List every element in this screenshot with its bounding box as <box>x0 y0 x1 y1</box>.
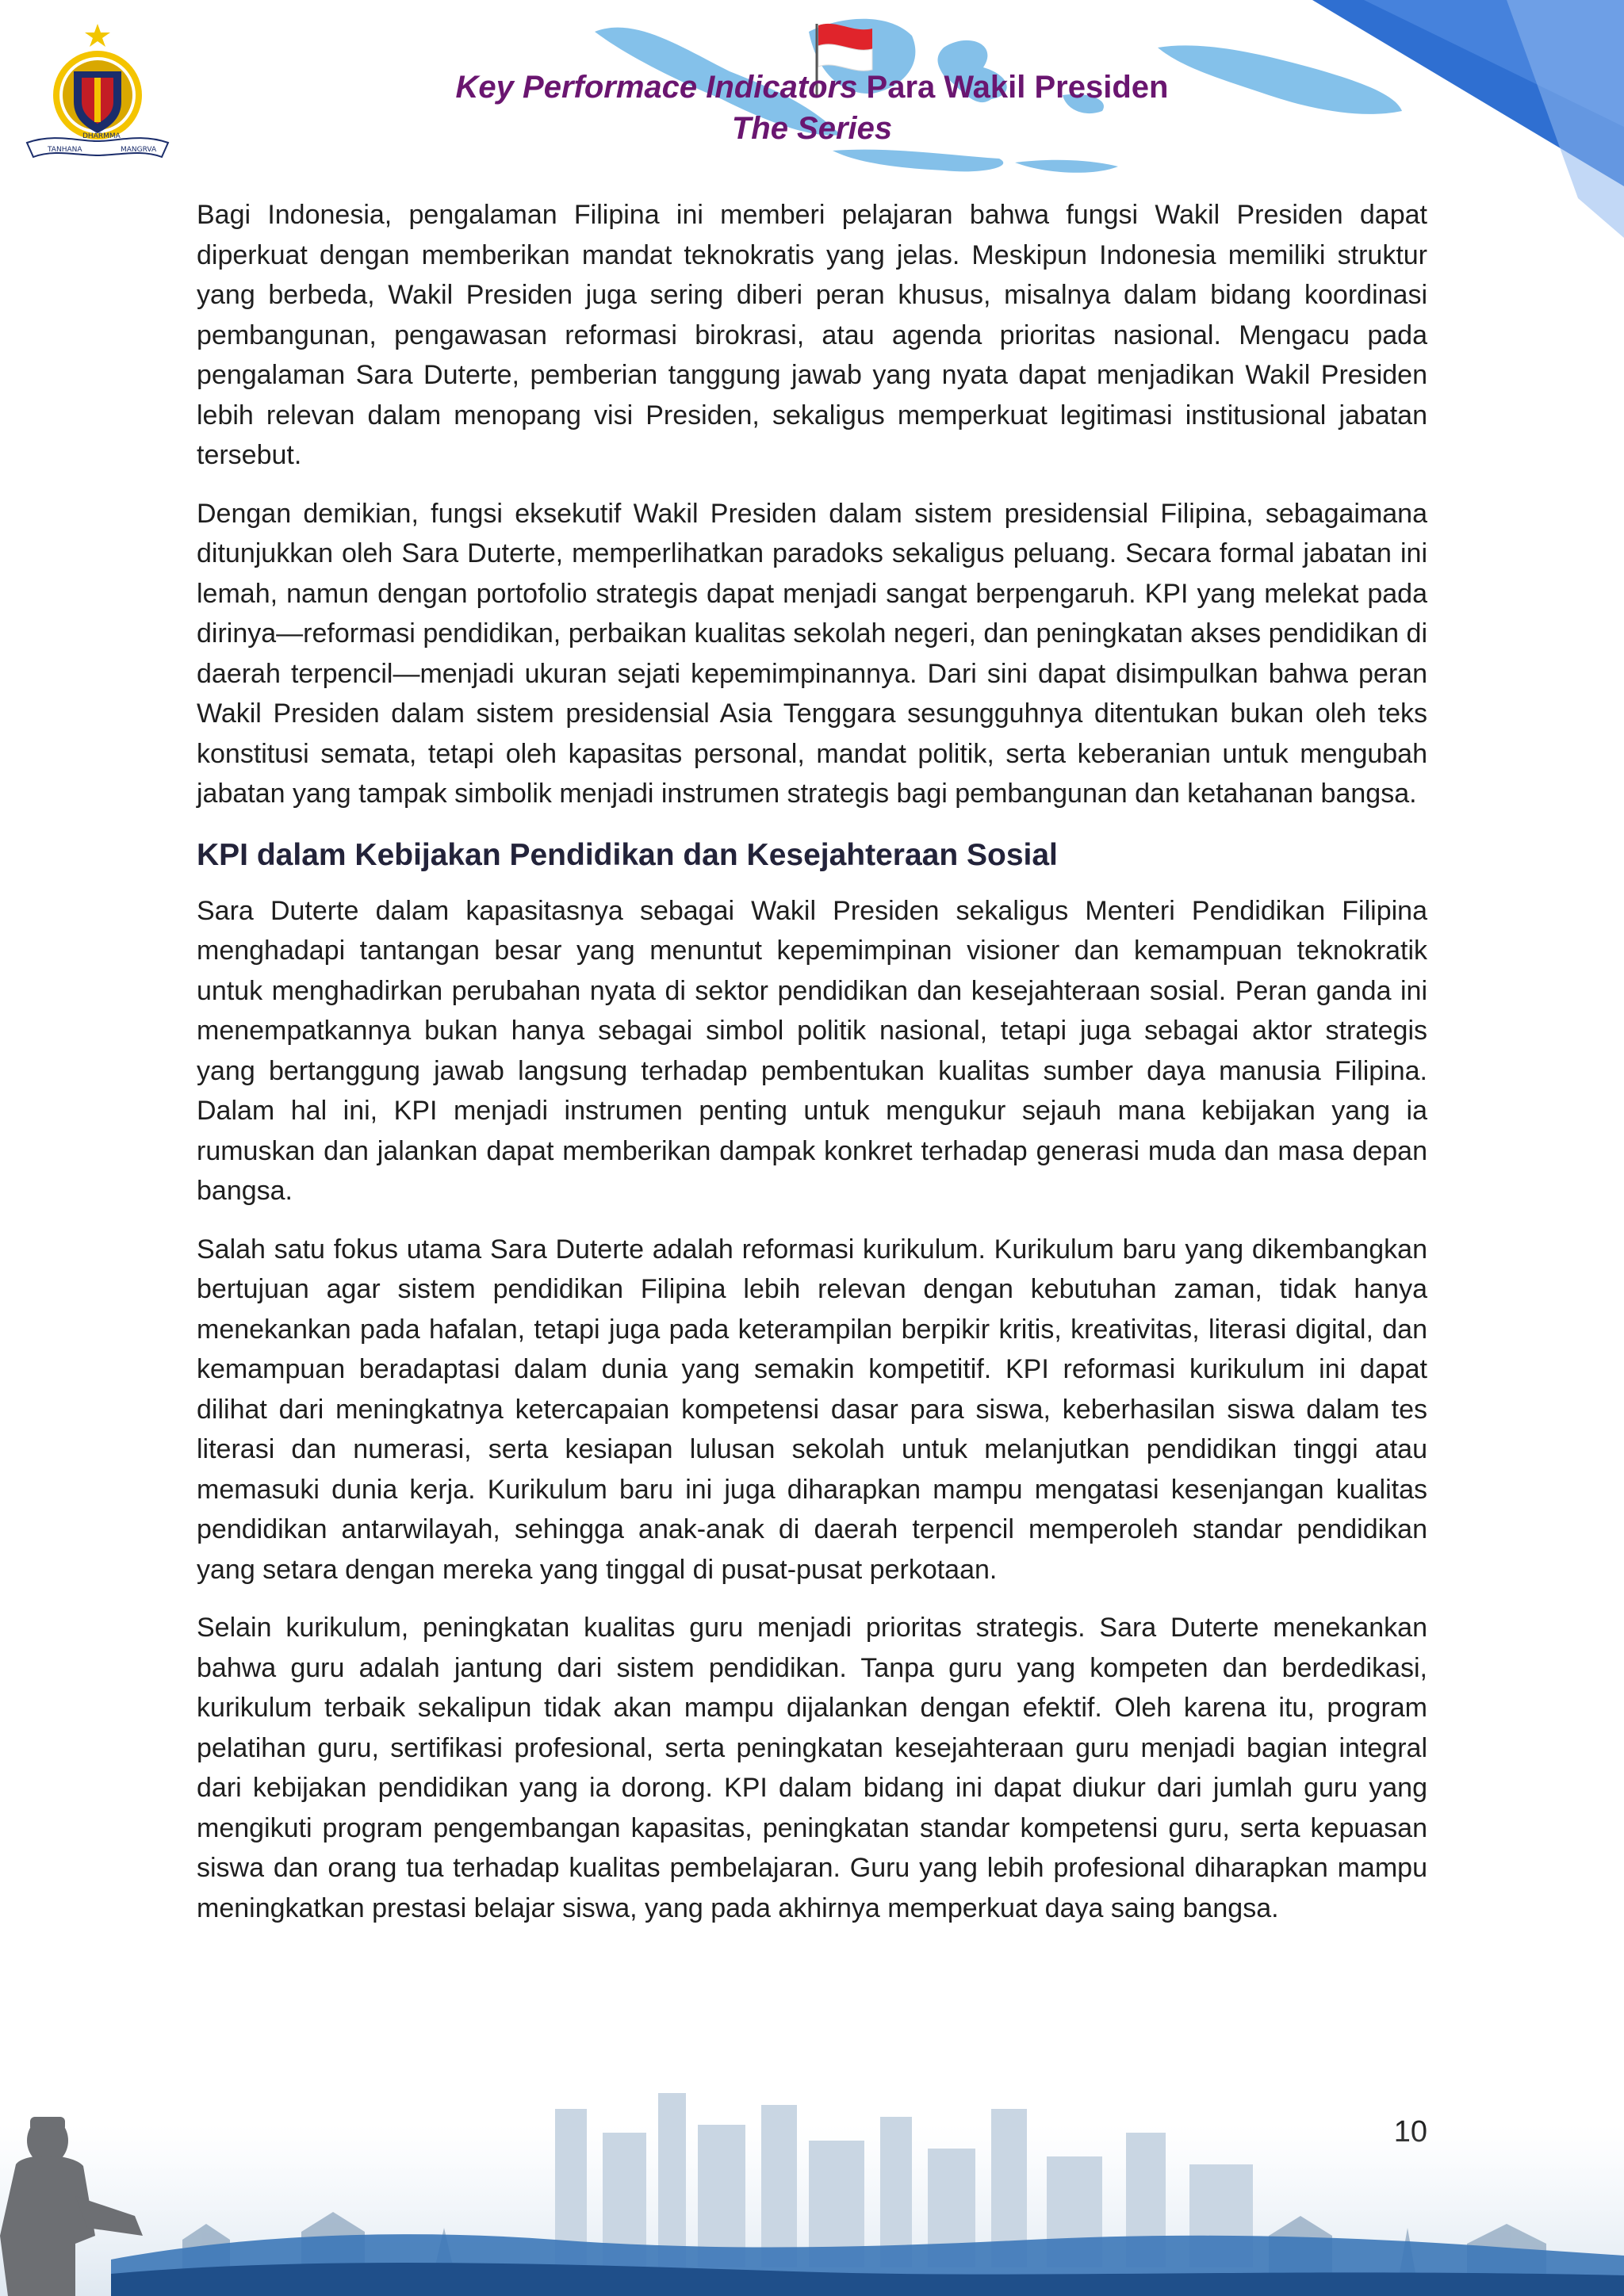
document-header-subtitle: The Series <box>731 111 893 146</box>
paragraph-1: Bagi Indonesia, pengalaman Filipina ini memberi pelajaran bahwa fungsi Wakil Presiden dapat diperkuat dengan memberikan mandat teknokratis yang jelas. Meskipun Indonesia memiliki struktur yang berbeda, Wakil Presiden juga sering diberi peran khusus, misalnya dalam bidang koordinasi pembangunan, pengawasan reformasi birokrasi, atau agenda prioritas nasional. Mengacu pada pengalaman Sara Duterte, pemberian tanggung jawab yang nyata dapat menjadikan Wakil Presiden lebih relevan dalam menopang visi Presiden, sekaligus memperkuat legitimasi institusional jabatan tersebut. <box>197 200 1427 470</box>
section-heading: KPI dalam Kebijakan Pendidikan dan Kesejahteraan Sosial <box>197 837 1058 872</box>
paragraph-5: Selain kurikulum, peningkatan kualitas guru menjadi prioritas strategis. Sara Duterte menekankan bahwa guru adalah jantung dari sistem pendidikan. Tanpa guru yang kompeten dan berdedikasi, kurikulum terbaik sekalipun tidak akan mampu dijalankan dengan efektif. Oleh karena itu, program pelatihan guru, sertifikasi profesional, serta peningkatan kesejahteraan guru menjadi bagian integral dari kebijakan pendidikan yang ia dorong. KPI dalam bidang ini dapat diukur dari jumlah guru yang mengikuti program pengembangan kapasitas, peningkatan standar kompetensi guru, serta kepuasan siswa dan orang tua terhadap kualitas pembelajaran. Guru yang lebih profesional diharapkan mampu meningkatkan prestasi belajar siswa, yang pada akhirnya memperkuat daya saing bangsa. <box>197 1613 1427 1923</box>
paragraph-2: Dengan demikian, fungsi eksekutif Wakil Presiden dalam sistem presidensial Filipina, sebagaimana ditunjukkan oleh Sara Duterte, memperlihatkan paradoks sekaligus peluang. Secara formal jabatan ini lemah, namun dengan portofolio strategis dapat menjadi sangat berpengaruh. KPI yang melekat pada dirinya—reformasi pendidikan, perbaikan kualitas sekolah negeri, dan peningkatan akses pendidikan di daerah terpencil—menjadi ukuran sejati kepemimpinannya. Dari sini dapat disimpulkan bahwa peran Wakil Presiden dalam sistem presidensial Asia Tenggara sesungguhnya ditentukan bukan oleh teks konstitusi semata, tetapi oleh kapasitas personal, mandat politik, serta keberanian untuk mengubah jabatan yang tampak simbolik menjadi instrumen strategis bagi pembangunan dan ketahanan bangsa. <box>197 498 1427 809</box>
paragraph-4: Salah satu fokus utama Sara Duterte adalah reformasi kurikulum. Kurikulum baru yang dikembangkan bertujuan agar sistem pendidikan Filipina lebih relevan dengan kebutuhan zaman, tidak hanya menekankan pada hafalan, tetapi juga pada keterampilan berpikir kritis, kreativitas, literasi digital, dan kemampuan beradaptasi dalam dunia yang semakin kompetitif. KPI reformasi kurikulum ini dapat dilihat dari meningkatnya ketercapaian kompetensi dasar para siswa, keberhasilan siswa dalam tes literasi dan numerasi, serta kesiapan lulusan sekolah untuk melanjutkan pendidikan tinggi atau memasuki dunia kerja. Kurikulum baru ini juga diharapkan mampu mengatasi kesenjangan kualitas pendidikan antarwilayah, sehingga anak-anak di daerah terpencil memperoleh standar pendidikan yang setara dengan mereka yang tinggal di pusat-pusat perkotaan. <box>197 1234 1427 1585</box>
logo-ribbon-center: DHARMMA <box>82 132 121 140</box>
header-title-italic: Key Performace Indicators <box>455 70 858 105</box>
header-title-rest: Para Wakil Presiden <box>857 70 1169 105</box>
footer-skyline-decoration <box>0 2077 1624 2296</box>
paragraph-3: Sara Duterte dalam kapasitasnya sebagai Wakil Presiden sekaligus Menteri Pendidikan Filipina menghadapi tantangan besar yang menuntut kepemimpinan visioner dan kemampuan teknokratik untuk menghadirkan perubahan nyata di sektor pendidikan dan kesejahteraan sosial. Peran ganda ini menempatkannya bukan hanya sebagai simbol politik nasional, tetapi juga sebagai aktor strategis yang bertanggung jawab langsung terhadap pembentukan kualitas sumber daya manusia Filipina. Dalam hal ini, KPI menjadi instrumen penting untuk mengukur sejauh mana kebijakan yang ia rumuskan dan jalankan dapat memberikan dampak konkret terhadap generasi muda dan masa depan bangsa. <box>197 895 1427 1206</box>
logo-ribbon-right: MANGRVA <box>121 146 157 154</box>
logo-ribbon-left: TANHANA <box>48 146 82 154</box>
document-body <box>197 195 1427 1946</box>
document-header-title <box>0 67 1624 108</box>
